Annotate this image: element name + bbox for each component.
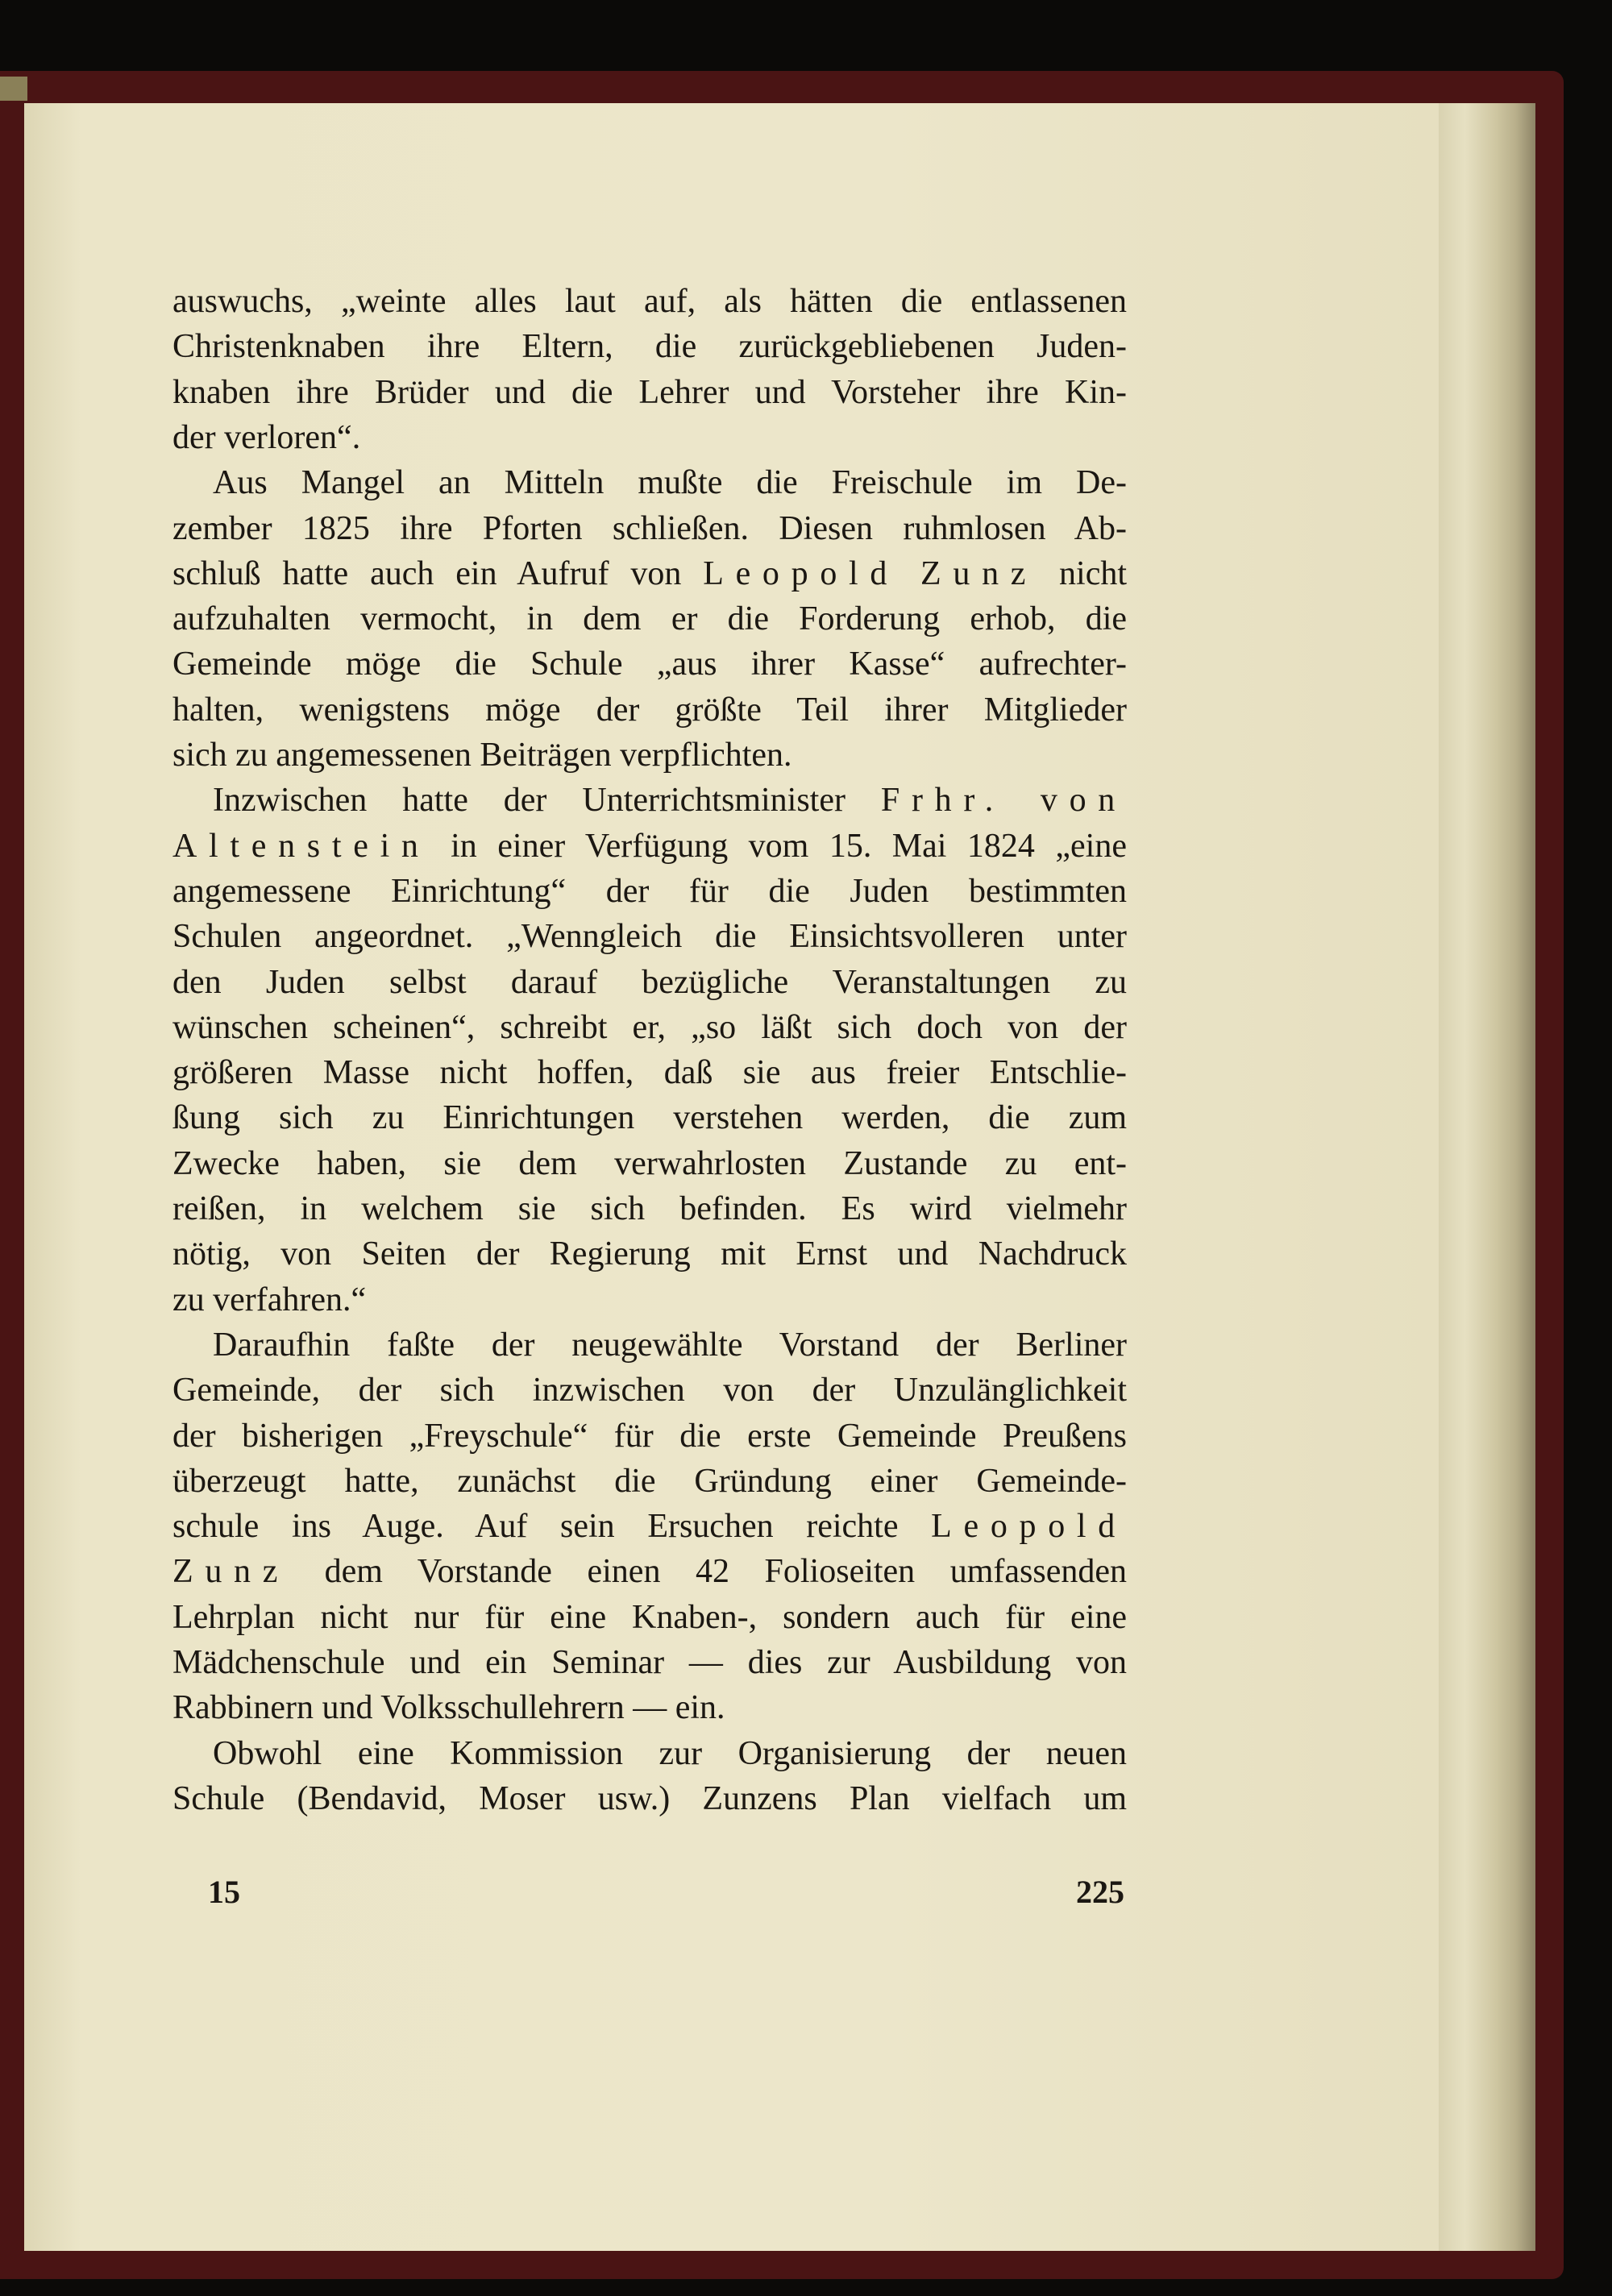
- text-line: [172, 1504, 1127, 1549]
- text-line: [172, 641, 1127, 687]
- text-segment: Daraufhin faßte der neugewählte Vorstand der Berliner: [213, 1326, 1127, 1364]
- text-line: [172, 1595, 1127, 1640]
- text-segment: aufzuhalten vermocht, in dem er die Forderung erhob, die: [172, 600, 1127, 638]
- text-line: [172, 1095, 1127, 1140]
- text-segment: [1005, 782, 1041, 819]
- spaced-name: Zunz: [920, 554, 1038, 592]
- text-segment: Schule (Bendavid, Moser usw.) Zunzens Plan vielfach um: [172, 1779, 1127, 1817]
- text-segment: Zwecke haben, sie dem verwahrlosten Zustande zu ent-: [172, 1144, 1127, 1182]
- text-segment: Rabbinern und Volksschullehrern — ein.: [172, 1689, 725, 1727]
- text-segment: schule ins Auge. Auf sein Ersuchen reichte: [172, 1508, 932, 1546]
- text-line: [172, 778, 1127, 823]
- text-line: [172, 324, 1127, 369]
- text-line: [172, 1414, 1127, 1459]
- text-line: [172, 596, 1127, 641]
- text-segment: nicht: [1037, 554, 1128, 592]
- page-number: 225: [1076, 1874, 1124, 1910]
- text-line: [172, 1050, 1127, 1095]
- text-segment: auswuchs, „weinte alles laut auf, als hätten die entlassenen: [172, 283, 1127, 320]
- spaced-name: Leopold: [931, 1508, 1127, 1546]
- text-line: [172, 370, 1127, 415]
- text-segment: in einer Verfügung vom 15. Mai 1824 „eine: [430, 827, 1127, 865]
- text-line: [172, 1685, 1127, 1730]
- text-line: [172, 1776, 1127, 1821]
- text-line: [172, 1005, 1127, 1050]
- text-segment: knaben ihre Brüder und die Lehrer und Vorsteher ihre Kin-: [172, 373, 1127, 411]
- spaced-name: Zunz: [172, 1553, 290, 1591]
- text-line: [172, 1549, 1127, 1594]
- text-line: [172, 1640, 1127, 1685]
- signature-mark: 15: [208, 1874, 240, 1910]
- bookmark-ribbon: [0, 77, 27, 101]
- text-line: [172, 914, 1127, 959]
- text-line: [172, 960, 1127, 1005]
- text-line: [172, 415, 1127, 460]
- text-segment: wünschen scheinen“, schreibt er, „so läßt sich doch von der: [172, 1008, 1127, 1046]
- text-line: [172, 1731, 1127, 1776]
- text-segment: Christenknaben ihre Eltern, die zurückgebliebenen Juden-: [172, 328, 1127, 366]
- text-segment: größeren Masse nicht hoffen, daß sie aus freier Entschlie-: [172, 1054, 1127, 1092]
- spaced-name: Altenstein: [172, 827, 430, 865]
- text-segment: Lehrplan nicht nur für eine Knaben-, sondern auch für eine: [172, 1598, 1127, 1636]
- text-segment: nötig, von Seiten der Regierung mit Ernst und Nachdruck: [172, 1235, 1127, 1273]
- text-line: [172, 460, 1127, 505]
- text-segment: ßung sich zu Einrichtungen verstehen werden, die zum: [172, 1099, 1127, 1137]
- page-edges: [1435, 103, 1535, 2251]
- text-line: [172, 733, 1127, 778]
- spaced-name: Frhr.: [880, 782, 1005, 820]
- text-segment: angemessene Einrichtung“ der für die Juden bestimmten: [172, 872, 1127, 910]
- text-segment: Gemeinde, der sich inzwischen von der Unzulänglichkeit: [172, 1372, 1127, 1410]
- text-line: [172, 869, 1127, 914]
- text-line: [172, 1322, 1127, 1368]
- text-segment: den Juden selbst darauf bezügliche Veranstaltungen zu: [172, 963, 1127, 1001]
- text-line: [172, 1141, 1127, 1186]
- text-segment: Gemeinde möge die Schule „aus ihrer Kasse“ aufrechter-: [172, 646, 1127, 683]
- text-segment: zu verfahren.“: [172, 1281, 367, 1318]
- text-segment: überzeugt hatte, zunächst die Gründung einer Gemeinde-: [172, 1462, 1127, 1500]
- text-segment: Mädchenschule und ein Seminar — dies zur Ausbildung von: [172, 1644, 1127, 1681]
- spaced-name: Leopold: [703, 554, 899, 592]
- text-segment: Aus Mangel an Mitteln mußte die Freischule im De-: [213, 464, 1127, 502]
- text-segment: [899, 555, 920, 592]
- text-line: [172, 1231, 1127, 1277]
- text-segment: Obwohl eine Kommission zur Organisierung der neuen: [213, 1734, 1127, 1772]
- text-line: [172, 279, 1127, 324]
- text-segment: reißen, in welchem sie sich befinden. Es wird vielmehr: [172, 1190, 1127, 1227]
- text-line: [172, 1459, 1127, 1504]
- text-line: [172, 687, 1127, 733]
- text-segment: der bisherigen „Freyschule“ für die erste Gemeinde Preußens: [172, 1417, 1127, 1455]
- text-segment: der verloren“.: [172, 418, 361, 456]
- text-segment: dem Vorstande einen 42 Folioseiten umfassenden: [289, 1553, 1127, 1591]
- text-line: [172, 506, 1127, 551]
- text-line: [172, 551, 1127, 596]
- text-segment: halten, wenigstens möge der größte Teil ihrer Mitglieder: [172, 691, 1127, 729]
- text-segment: sich zu angemessenen Beiträgen verpflichten.: [172, 737, 792, 774]
- text-line: [172, 1186, 1127, 1231]
- text-segment: Inzwischen hatte der Unterrichtsminister: [213, 782, 881, 820]
- spaced-name: von: [1040, 782, 1128, 820]
- text-segment: schluß hatte auch ein Aufruf von: [172, 554, 704, 592]
- text-line: [172, 1368, 1127, 1413]
- text-line: [172, 824, 1127, 869]
- text-segment: zember 1825 ihre Pforten schließen. Diesen ruhmlosen Ab-: [172, 509, 1127, 547]
- text-segment: Schulen angeordnet. „Wenngleich die Einsichtsvolleren unter: [172, 918, 1127, 956]
- text-line: [172, 1277, 1127, 1322]
